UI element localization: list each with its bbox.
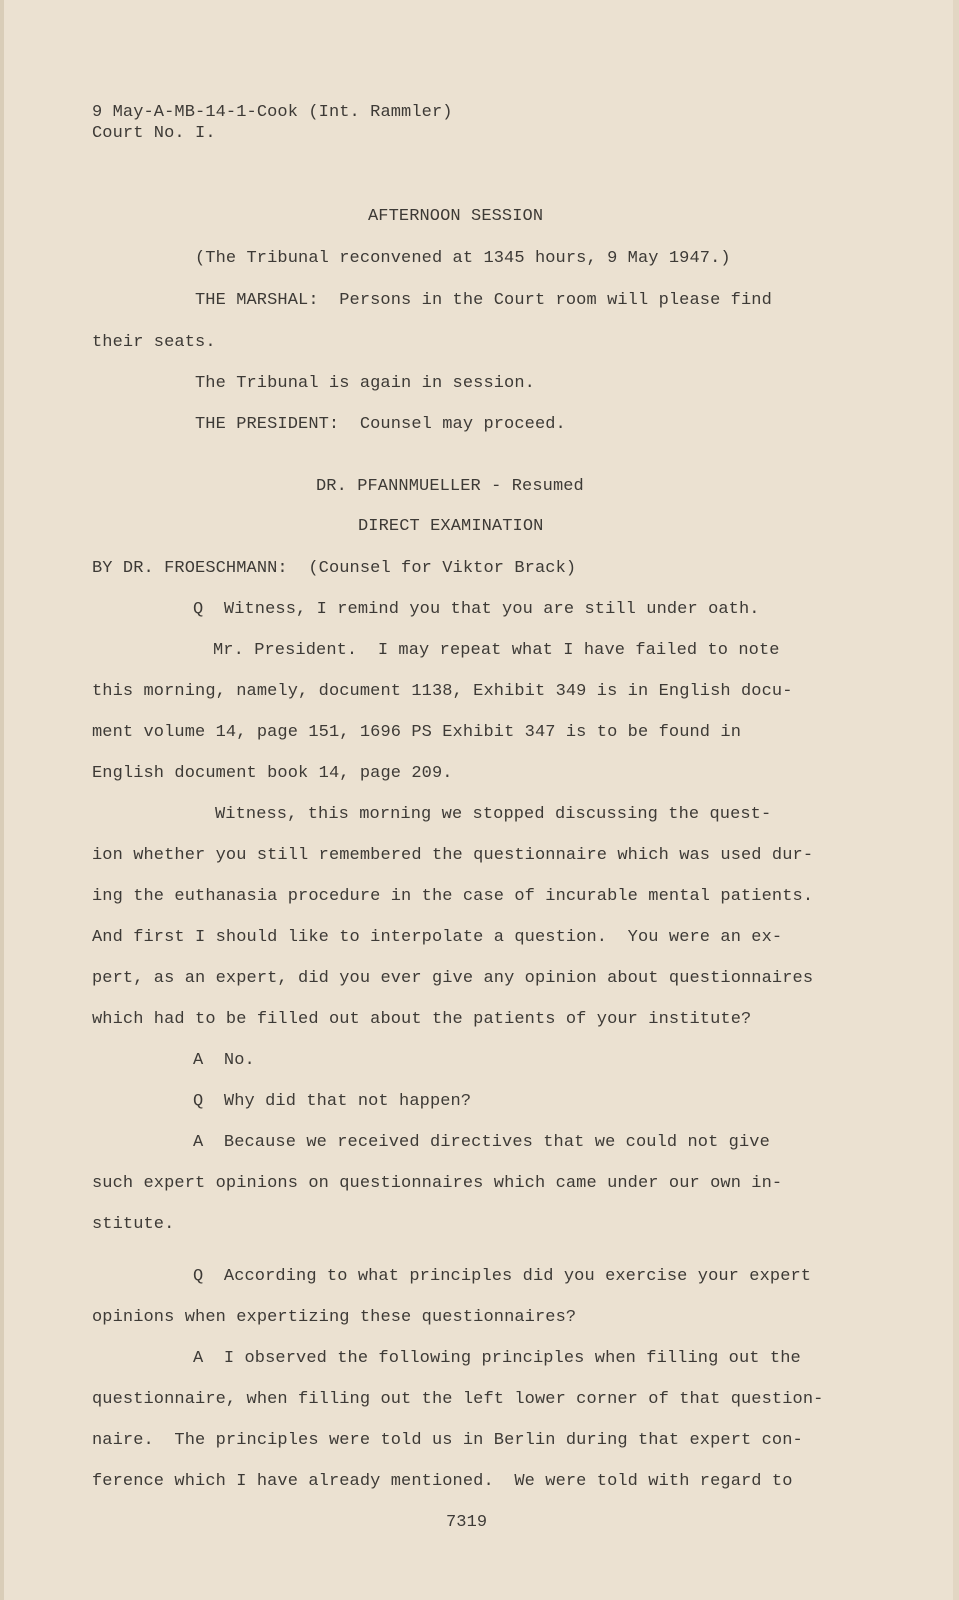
paragraph-line: A I observed the following principles when filling out the [193, 1349, 801, 1368]
header-court: Court No. I. [92, 124, 216, 143]
paragraph-line: And first I should like to interpolate a question. You were an ex- [92, 928, 783, 947]
paragraph-line: Q According to what principles did you exercise your expert [193, 1267, 812, 1286]
paragraph-line: such expert opinions on questionnaires which came under our own in- [92, 1174, 783, 1193]
paragraph-line: pert, as an expert, did you ever give any opinion about questionnaires [92, 969, 814, 988]
paragraph-line: A No. [193, 1051, 255, 1070]
paragraph-line: Mr. President. I may repeat what I have failed to note [213, 641, 780, 660]
right-edge [953, 0, 959, 1600]
marshal-line-2: their seats. [92, 333, 216, 352]
in-session-line: The Tribunal is again in session. [195, 374, 535, 393]
paragraph-line: A Because we received directives that we could not give [193, 1133, 770, 1152]
paragraph-line: this morning, namely, document 1138, Exhibit 349 is in English docu- [92, 682, 793, 701]
paragraph-line: ment volume 14, page 151, 1696 PS Exhibit 347 is to be found in [92, 723, 742, 742]
paragraph-line: stitute. [92, 1215, 175, 1234]
paragraph-line: Witness, this morning we stopped discussing the quest- [215, 805, 772, 824]
header-ref: 9 May-A-MB-14-1-Cook (Int. Rammler) [92, 103, 453, 122]
paragraph-line: ion whether you still remembered the questionnaire which was used dur- [92, 846, 814, 865]
session-title: AFTERNOON SESSION [368, 207, 544, 226]
paragraph-line: Q Witness, I remind you that you are still under oath. [193, 600, 760, 619]
reconvened-note: (The Tribunal reconvened at 1345 hours, 9 May 1947.) [195, 249, 731, 268]
page-number: 7319 [446, 1513, 488, 1532]
paragraph-line: ference which I have already mentioned. We were told with regard to [92, 1472, 793, 1491]
left-edge [0, 0, 4, 1600]
witness-heading: DR. PFANNMUELLER - Resumed [316, 477, 584, 496]
marshal-line-1: THE MARSHAL: Persons in the Court room will please find [195, 291, 772, 310]
paragraph-line: English document book 14, page 209. [92, 764, 453, 783]
paragraph-line: ing the euthanasia procedure in the case of incurable mental patients. [92, 887, 814, 906]
president-line: THE PRESIDENT: Counsel may proceed. [195, 415, 566, 434]
paragraph-line: naire. The principles were told us in Berlin during that expert con- [92, 1431, 803, 1450]
paragraph-line: which had to be filled out about the patients of your institute? [92, 1010, 752, 1029]
by-counsel: BY DR. FROESCHMANN: (Counsel for Viktor Brack) [92, 559, 577, 578]
exam-heading: DIRECT EXAMINATION [358, 517, 544, 536]
paragraph-line: opinions when expertizing these questionnaires? [92, 1308, 577, 1327]
paragraph-line: questionnaire, when filling out the left lower corner of that question- [92, 1390, 824, 1409]
paragraph-line: Q Why did that not happen? [193, 1092, 472, 1111]
